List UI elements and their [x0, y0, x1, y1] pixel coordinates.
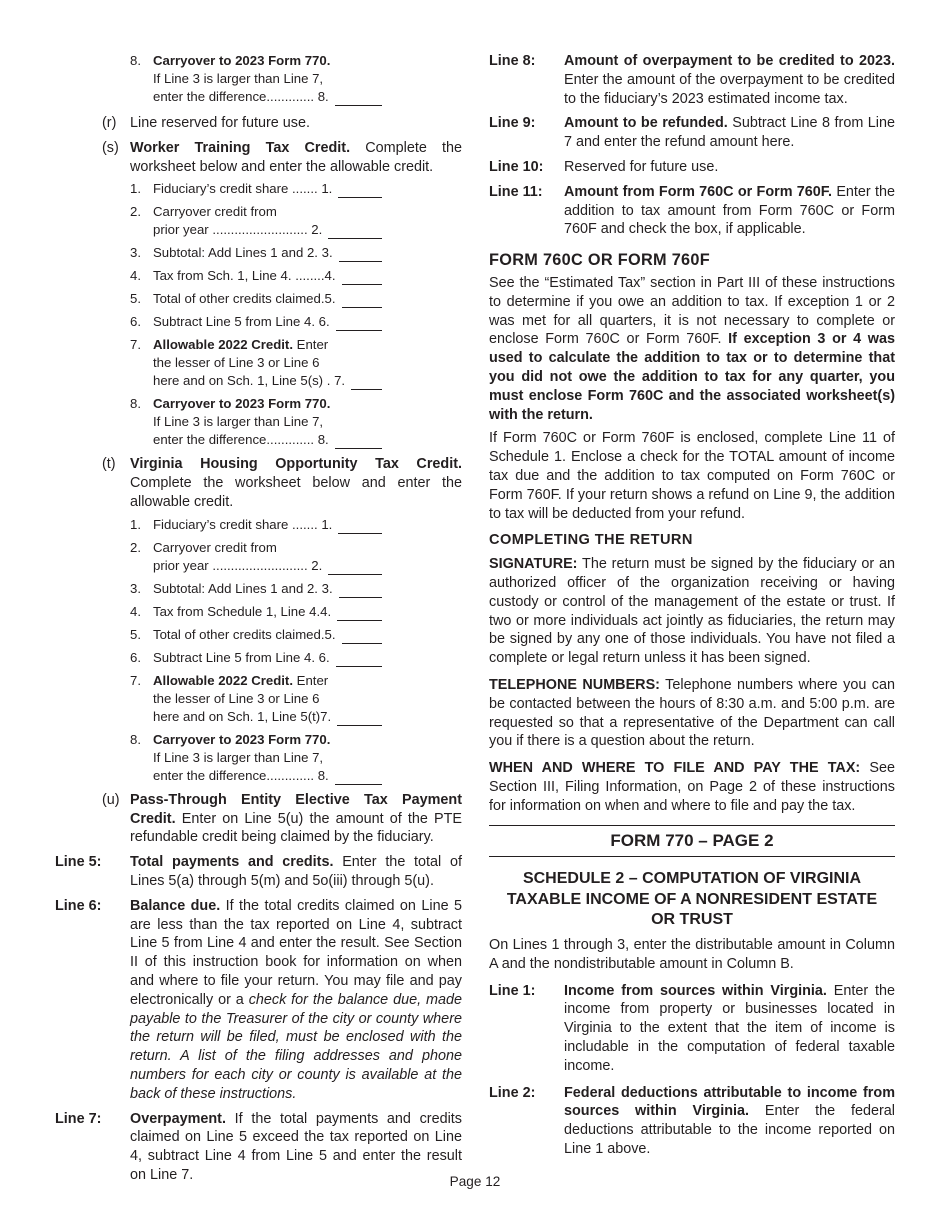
form-page-banner: FORM 770 – PAGE 2 [489, 825, 895, 857]
worksheet-line-bold: Allowable 2022 Credit. [153, 337, 293, 353]
worksheet-line [55, 336, 382, 390]
line-key: Line 7: [55, 1110, 102, 1127]
form760-heading: FORM 760C OR FORM 760F [489, 251, 711, 270]
signature-label: SIGNATURE: [489, 556, 578, 573]
line-title: Federal deductions attributable to income from sources within Virginia. [564, 1084, 895, 1120]
worksheet-line-number: 3. [130, 245, 141, 261]
line-title: Amount to be refunded. [564, 115, 728, 132]
paragraph-bold-text: If exception 3 or 4 was used to calculate the addition to tax or to determine that you did not owe the addition to tax for any quarter, you must enclose Form 760C and the associated worksheet(s) with the return. [489, 331, 896, 423]
credit-item-t [55, 455, 462, 511]
line-text: Subtract Line 8 from Line 7 and enter the refund amount here. [564, 115, 896, 151]
worksheet-line [55, 516, 382, 534]
line-title: Total payments and credits. [130, 854, 334, 871]
worksheet-line-label: enter the difference............. 8. [153, 767, 329, 783]
worksheet-line [55, 626, 382, 644]
worksheet-line [55, 731, 382, 785]
worksheet-line [55, 539, 382, 575]
line-italic-text: check for the balance due, made payable to the Treasurer of the city or county where the return will be filed, must be enclosed with the return. A list of the filing addresses and phone numbers for each city or county is available at the back of these instructions. [130, 991, 462, 1102]
worksheet-line-text: If Line 3 is larger than Line 7, [153, 414, 324, 430]
line-title: Amount from Form 760C or Form 760F. [564, 183, 833, 200]
worksheet-line-label: Total of other credits claimed.5. [153, 291, 336, 307]
worksheet-line-text: Carryover credit from [153, 539, 277, 555]
entry-blank [335, 92, 382, 106]
line-9-entry [489, 114, 895, 152]
schedule-2-line-1 [489, 982, 895, 1076]
item-title: Virginia Housing Opportunity Tax Credit. [130, 456, 462, 473]
line-text: Enter the addition to tax amount from Form 760C or Form 760F and check the box, if applicable. [564, 183, 896, 238]
worksheet-line-number: 6. [130, 649, 141, 665]
form760-paragraph-1 [489, 274, 895, 424]
item-text: Line reserved for future use. [130, 115, 310, 131]
worksheet-line-number: 5. [130, 626, 141, 642]
when-where-label: WHEN AND WHERE TO FILE AND PAY THE TAX: [489, 760, 861, 777]
worksheet-line [55, 649, 382, 667]
worksheet-line [55, 290, 382, 308]
schedule-2-heading: SCHEDULE 2 – COMPUTATION OF VIRGINIA TAXABLE INCOME OF A NONRESIDENT ESTATE OR TRUST [506, 870, 878, 929]
worksheet-line-number: 2. [130, 539, 141, 555]
entry-blank [336, 653, 382, 667]
entry-blank [338, 184, 382, 198]
when-where-paragraph [489, 759, 895, 815]
worksheet-line-text: the lesser of Line 3 or Line 6 [153, 690, 320, 706]
paragraph-text: Telephone numbers where you can be contacted between the hours of 8:30 a.m. and 5:00 p.m. are requested so that a representative of the Department can call you if there is a question about the return. [489, 676, 896, 750]
worksheet-line [55, 580, 382, 598]
entry-blank [351, 376, 382, 390]
form760-paragraph-2: If Form 760C or Form 760F is enclosed, complete Line 11 of Schedule 1. Enclose a check for the TOTAL amount of income tax due and the addition to tax computed on Form 760C or Form 760F. If your return shows a refund on Line 9, the addition to tax will be deducted from your refund. [489, 430, 895, 522]
worksheet-line [55, 603, 382, 621]
worksheet-line-label: Fiduciary’s credit share ....... 1. [153, 181, 333, 197]
worksheet-line-text: If Line 3 is larger than Line 7, [153, 749, 324, 765]
telephone-paragraph [489, 676, 895, 751]
worksheet-line-number: 7. [130, 672, 141, 688]
worksheet-line-label: Subtract Line 5 from Line 4. 6. [153, 314, 330, 330]
worksheet-line [55, 672, 382, 726]
worksheet-line-number: 8. [130, 53, 141, 68]
entry-blank [337, 607, 382, 621]
entry-blank [339, 248, 382, 262]
worksheet-line-label: Tax from Schedule 1, Line 4.4. [153, 603, 332, 619]
worksheet-line-bold: Carryover to 2023 Form 770. [153, 731, 331, 747]
worksheet-line-bold: Allowable 2022 Credit. [153, 672, 293, 688]
worksheet-line [55, 313, 382, 331]
line-title: Amount of overpayment to be credited to 2023. [564, 53, 895, 69]
worksheet-line-text: Enter [292, 337, 329, 353]
worksheet-line-label: here and on Sch. 1, Line 5(t)7. [153, 708, 332, 724]
entry-blank [342, 294, 382, 308]
worksheet-line [55, 203, 382, 239]
worksheet-line-number: 7. [130, 337, 141, 353]
credit-item-s [55, 139, 462, 177]
entry-blank [339, 584, 382, 598]
worksheet-line-label: Total of other credits claimed.5. [153, 626, 336, 642]
worksheet-line-label: Fiduciary’s credit share ....... 1. [153, 516, 333, 532]
worksheet-line-number: 2. [130, 204, 141, 220]
item-key: (t) [102, 456, 116, 473]
worksheet-line-label: prior year .......................... 2. [153, 557, 323, 573]
line-key: Line 1: [489, 982, 536, 999]
item-title: Worker Training Tax Credit. [130, 139, 351, 156]
completing-heading: COMPLETING THE RETURN [489, 532, 693, 549]
schedule-2-line-2 [489, 1084, 895, 1159]
entry-blank [342, 630, 382, 644]
line-key: Line 10: [489, 158, 544, 175]
right-column [489, 52, 895, 1159]
worksheet-line [55, 244, 382, 262]
telephone-label: TELEPHONE NUMBERS: [489, 676, 660, 693]
worksheet-line-text: If Line 3 is larger than Line 7, [153, 71, 324, 86]
worksheet-line-label: here and on Sch. 1, Line 5(s) . 7. [153, 373, 346, 389]
worksheet-line-bold: Carryover to 2023 Form 770. [153, 53, 331, 68]
line-key: Line 5: [55, 854, 102, 871]
worksheet-line-number: 1. [130, 181, 141, 197]
worksheet-line-number: 5. [130, 291, 141, 307]
line-title: Balance due. [130, 897, 221, 914]
worksheet-line-number: 6. [130, 314, 141, 330]
line-title: Overpayment. [130, 1110, 226, 1127]
worksheet-line-label: Tax from Sch. 1, Line 4. ........4. [153, 268, 336, 284]
worksheet-line [55, 180, 382, 198]
item-text: Complete the worksheet below and enter the allowable credit. [130, 475, 462, 510]
paragraph-text: The return must be signed by the fiduciary or an authorized officer of the organization receiving or having custody or control of the management of the estate or trust. If two or more individuals act jointly as fiduciaries, the return may be signed by any one of those individuals. You have not filed a complete or legal return unless it has been signed. [489, 556, 895, 667]
line-5-entry [55, 853, 462, 891]
line-key: Line 2: [489, 1084, 536, 1101]
line-6-entry [55, 897, 462, 1104]
worksheet-line-label: Subtract Line 5 from Line 4. 6. [153, 649, 330, 665]
line-text: If the total payments and credits claimed on Line 5 exceed the tax reported on Line 4, subtract Line 4 from Line 5 and enter the result on Line 7. [130, 1110, 462, 1183]
worksheet-line-number: 3. [130, 580, 141, 596]
line-text: Enter the total of Lines 5(a) through 5(m) and 5o(iii) through 5(u). [130, 854, 462, 889]
worksheet-s [55, 180, 462, 449]
entry-blank [328, 561, 382, 575]
line-10-entry [489, 158, 895, 177]
worksheet-t [55, 516, 462, 785]
worksheet-line-number: 8. [130, 396, 141, 412]
line-key: Line 6: [55, 897, 102, 914]
credit-item-u [55, 791, 462, 847]
worksheet-line [55, 52, 382, 106]
worksheet-line-bold: Carryover to 2023 Form 770. [153, 396, 331, 412]
line-key: Line 11: [489, 183, 543, 200]
line-text: Enter the amount of the overpayment to be credited to the fiduciary’s 2023 estimated income tax. [564, 71, 895, 107]
worksheet-line-text: Enter [292, 672, 329, 688]
item-text: Complete the worksheet below and enter the allowable credit. [130, 139, 463, 175]
item-key: (r) [102, 115, 117, 131]
page-number: Page 12 [449, 1174, 501, 1189]
credit-item-r [55, 114, 462, 133]
item-title: Pass-Through Entity Elective Tax Payment Credit. [130, 791, 462, 827]
worksheet-line-label: Subtotal: Add Lines 1 and 2. 3. [153, 580, 333, 596]
entry-blank [337, 712, 382, 726]
signature-paragraph [489, 555, 895, 668]
worksheet-line [55, 267, 382, 285]
entry-blank [342, 271, 382, 285]
schedule-2-intro: On Lines 1 through 3, enter the distributable amount in Column A and the nondistributable amount in Column B. [489, 936, 895, 972]
entry-blank [335, 771, 382, 785]
line-text: If the total credits claimed on Line 5 are less than the tax reported on Line 4, subtract Line 5 from Line 4 and enter the result. See Section II of this instruction book for information on when and where to file your return. You may file and pay electronically or a [130, 897, 462, 1008]
worksheet-line-text: Carryover credit from [153, 204, 277, 220]
worksheet-line-label: enter the difference............. 8. [153, 89, 329, 104]
entry-blank [328, 225, 382, 239]
item-key: (s) [102, 139, 119, 156]
paragraph-text: See Section III, Filing Information, on Page 2 of these instructions for information on when and where to file and pay the tax. [489, 760, 896, 814]
line-key: Line 8: [489, 53, 536, 69]
worksheet-line-number: 1. [130, 516, 141, 532]
worksheet-line [55, 395, 382, 449]
worksheet-line-label: enter the difference............. 8. [153, 432, 329, 448]
worksheet-line-number: 4. [130, 603, 141, 619]
line-text: Enter the income from property or businesses located in Virginia to the extent that the item of income is includable in the computation of federal taxable income. [564, 982, 895, 1074]
line-title: Income from sources within Virginia. [564, 982, 827, 999]
line-text: Reserved for future use. [564, 158, 719, 175]
worksheet-line-text: the lesser of Line 3 or Line 6 [153, 355, 320, 371]
paragraph-text: See the “Estimated Tax” section in Part III of these instructions to determine if you owe an addition to tax. If exception 1 or 2 was met for all quarters, it is not necessary to complete or enclose Form 760C or Form 760F. [489, 274, 895, 348]
worksheet-line-number: 4. [130, 268, 141, 284]
worksheet-line-label: prior year .......................... 2. [153, 222, 323, 238]
item-key: (u) [102, 791, 120, 808]
entry-blank [338, 520, 382, 534]
worksheet-line-number: 8. [130, 731, 141, 747]
line-key: Line 9: [489, 115, 536, 132]
line-text: Enter the federal deductions attributable to the income reported on Line 1 above. [564, 1103, 895, 1157]
left-column [55, 52, 462, 1185]
item-text: Enter on Line 5(u) the amount of the PTE refundable credit being claimed by the fiduciary. [130, 810, 463, 846]
entry-blank [336, 317, 382, 331]
line-8-entry [489, 52, 895, 108]
line-11-entry [489, 183, 895, 239]
worksheet-line-label: Subtotal: Add Lines 1 and 2. 3. [153, 245, 333, 261]
entry-blank [335, 435, 382, 449]
